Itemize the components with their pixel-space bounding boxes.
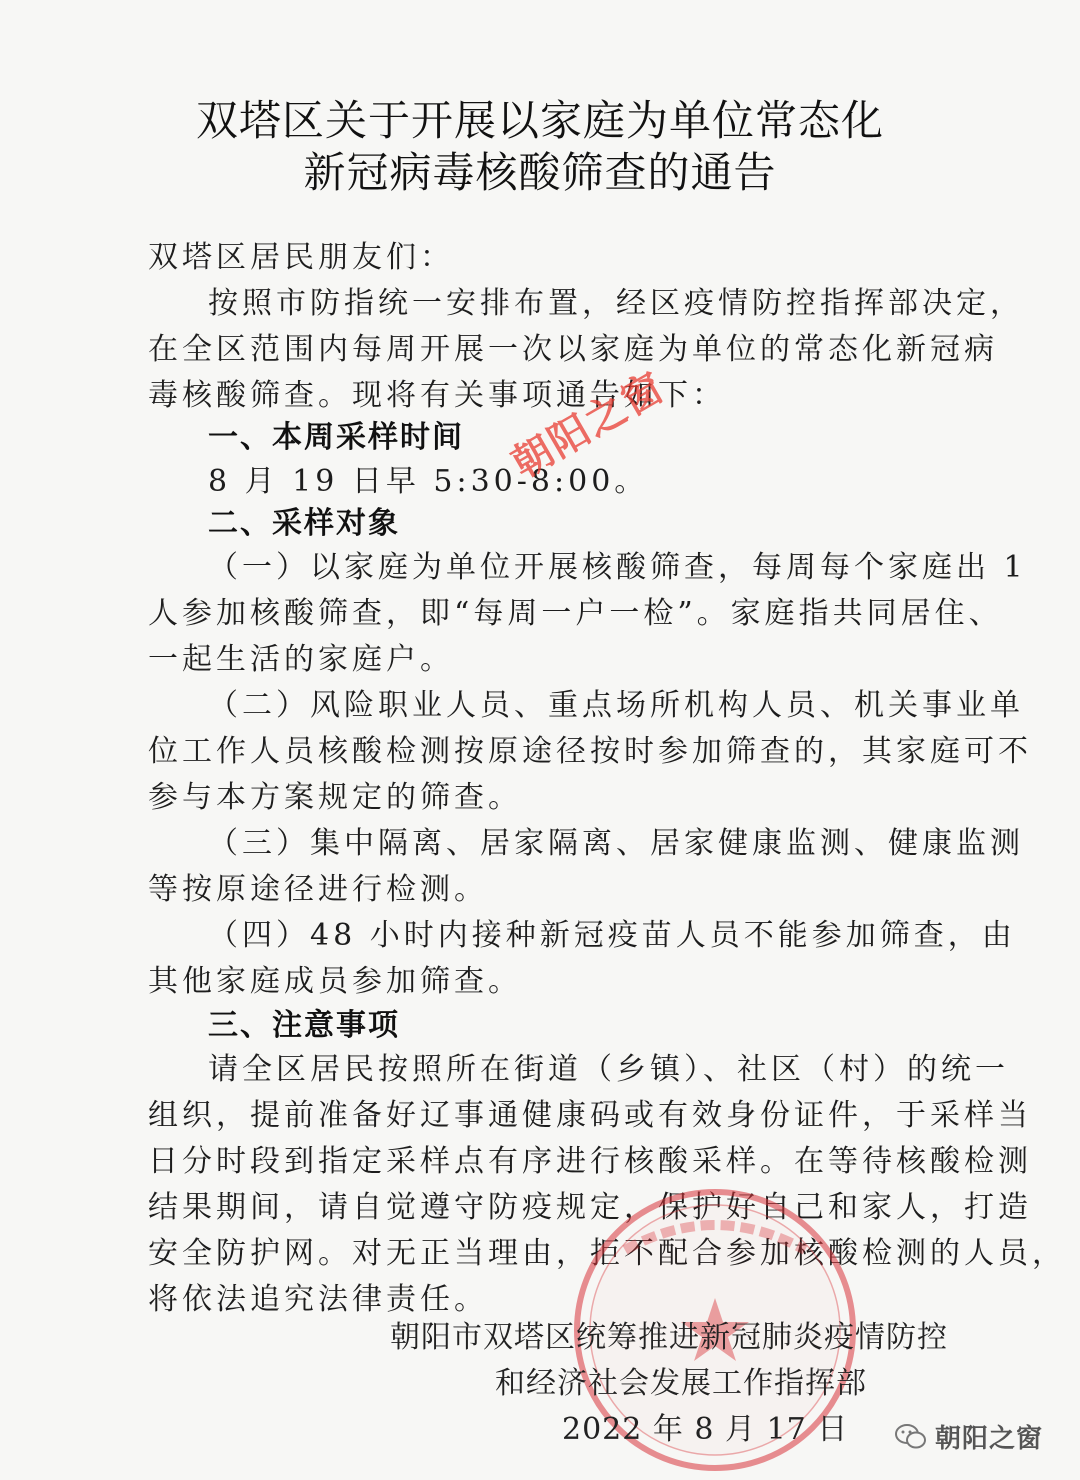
signature-org-line-2: 和经济社会发展工作指挥部 (495, 1366, 867, 1401)
footer-brand-label: 朝阳之窗 (935, 1424, 1044, 1454)
section-2-heading: 二、采样对象 (208, 506, 400, 541)
signature-date: 2022 年 8 月 17 日 (562, 1412, 849, 1447)
section-2-line-10: 其他家庭成员参加筛查。 (148, 964, 522, 999)
section-2-line-3: 一起生活的家庭户。 (148, 642, 454, 677)
section-2-line-4: （二）风险职业人员、重点场所机构人员、机关事业单 (208, 688, 1024, 723)
section-1-heading: 一、本周采样时间 (208, 420, 464, 455)
document-title-line-2: 新冠病毒核酸筛查的通告 (303, 148, 777, 197)
section-3-line-3: 日分时段到指定采样点有序进行核酸采样。在等待核酸检测 (148, 1144, 1032, 1179)
section-2-line-1: （一）以家庭为单位开展核酸筛查，每周每个家庭出 1 (208, 550, 1027, 585)
section-2-line-9: （四）48 小时内接种新冠疫苗人员不能参加筛查，由 (208, 918, 1016, 953)
intro-line-1: 按照市防指统一安排布置，经区疫情防控指挥部决定， (208, 286, 1024, 321)
section-2-line-7: （三）集中隔离、居家隔离、居家健康监测、健康监测 (208, 826, 1024, 861)
section-3-heading: 三、注意事项 (208, 1008, 400, 1043)
section-3-line-6: 将依法追究法律责任。 (148, 1282, 488, 1317)
intro-line-2: 在全区范围内每周开展一次以家庭为单位的常态化新冠病 (148, 332, 998, 367)
intro-line-3: 毒核酸筛查。现将有关事项通告如下： (148, 378, 726, 413)
section-2-line-8: 等按原途径进行检测。 (148, 872, 488, 907)
section-3-line-5: 安全防护网。对无正当理由，拒不配合参加核酸检测的人员， (148, 1236, 1066, 1271)
section-3-line-4: 结果期间，请自觉遵守防疫规定，保护好自己和家人，打造 (148, 1190, 1032, 1225)
section-3-line-1: 请全区居民按照所在街道（乡镇）、社区（村）的统一 (208, 1052, 1009, 1087)
section-1-line-1: 8 月 19 日早 5:30-8:00。 (208, 464, 649, 499)
footer-brand (895, 1418, 1043, 1455)
watermark-text: 朝阳之窗 (504, 363, 673, 488)
section-2-line-5: 位工作人员核酸检测按原途径按时参加筛查的，其家庭可不 (148, 734, 1032, 769)
salutation: 双塔区居民朋友们： (148, 240, 454, 275)
section-2-line-2: 人参加核酸筛查，即“每周一户一检”。家庭指共同居住、 (148, 596, 1003, 631)
section-2-line-6: 参与本方案规定的筛查。 (148, 780, 522, 815)
signature-org-line-1: 朝阳市双塔区统筹推进新冠肺炎疫情防控 (390, 1320, 948, 1355)
section-3-line-2: 组织，提前准备好辽事通健康码或有效身份证件，于采样当 (148, 1098, 1032, 1133)
wechat-icon (895, 1423, 927, 1451)
document-title-line-1: 双塔区关于开展以家庭为单位常态化 (195, 96, 884, 145)
